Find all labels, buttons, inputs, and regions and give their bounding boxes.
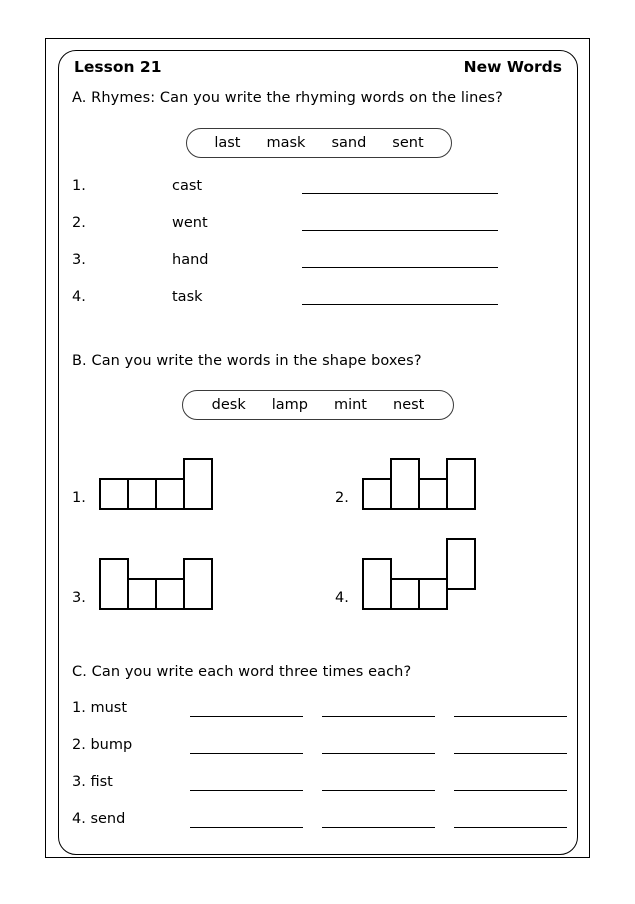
shape-cell-short[interactable]: [362, 478, 392, 510]
answer-blank-line[interactable]: [302, 230, 498, 231]
worksheet-header: [74, 58, 562, 76]
word-bank-item: desk: [211, 397, 246, 413]
practice-blank-line[interactable]: [322, 774, 435, 791]
lesson-title: Lesson 21: [74, 58, 162, 76]
word-bank-item: lamp: [271, 397, 308, 413]
practice-blank-line[interactable]: [322, 811, 435, 828]
shape-cell-tall[interactable]: [183, 458, 213, 510]
shape-cell-short[interactable]: [155, 478, 185, 510]
item-word: went: [172, 215, 208, 231]
word-bank-item: last: [214, 135, 241, 151]
practice-blank-line[interactable]: [190, 811, 303, 828]
item-number: 4.: [335, 590, 349, 606]
word-bank-item: nest: [393, 397, 425, 413]
item-number: 2.: [72, 215, 86, 231]
shape-cell-short[interactable]: [418, 578, 448, 610]
item-number: 1.: [72, 178, 86, 194]
item-number: 3.: [72, 590, 86, 606]
section-title: New Words: [463, 58, 562, 76]
practice-blank-lines: [190, 811, 567, 828]
practice-blank-line[interactable]: [190, 700, 303, 717]
practice-blank-line[interactable]: [454, 700, 567, 717]
shape-outline: [362, 538, 476, 610]
answer-blank-line[interactable]: [302, 193, 498, 194]
word-bank-item: sand: [331, 135, 367, 151]
item-label: 2. bump: [72, 737, 133, 753]
shape-cell-short[interactable]: [99, 478, 129, 510]
section-b-prompt: B. Can you write the words in the shape boxes?: [72, 353, 422, 369]
section-b-word-bank: [182, 390, 454, 420]
worksheet-content: [58, 50, 578, 855]
practice-blank-lines: [190, 774, 567, 791]
item-label: 1. must: [72, 700, 127, 716]
section-c-item: [72, 774, 567, 798]
answer-blank-line[interactable]: [302, 304, 498, 305]
item-number: 1.: [72, 490, 86, 506]
shape-cell-short[interactable]: [127, 578, 157, 610]
item-label: 4. send: [72, 811, 126, 827]
item-word: task: [172, 289, 203, 305]
practice-blank-lines: [190, 737, 567, 754]
shape-outline: [99, 438, 213, 510]
shape-cell-tall[interactable]: [390, 458, 420, 510]
shape-outline: [99, 538, 213, 610]
shape-cell-tall[interactable]: [362, 558, 392, 610]
shape-cell-short[interactable]: [418, 478, 448, 510]
shape-cell-tall[interactable]: [446, 458, 476, 510]
section-c-item: [72, 700, 567, 724]
word-bank-item: sent: [392, 135, 424, 151]
shape-outline: [362, 438, 476, 510]
practice-blank-line[interactable]: [322, 700, 435, 717]
section-a-item: [72, 289, 562, 313]
item-word: cast: [172, 178, 203, 194]
section-c-prompt: C. Can you write each word three times each?: [72, 664, 412, 680]
practice-blank-line[interactable]: [454, 737, 567, 754]
shape-cell-tall[interactable]: [183, 558, 213, 610]
word-bank-item: mask: [266, 135, 306, 151]
shape-cell-desc[interactable]: [446, 538, 476, 590]
practice-blank-line[interactable]: [190, 737, 303, 754]
shape-cell-short[interactable]: [155, 578, 185, 610]
item-word: hand: [172, 252, 209, 268]
shape-cell-short[interactable]: [390, 578, 420, 610]
section-c-item: [72, 737, 567, 761]
answer-blank-line[interactable]: [302, 267, 498, 268]
item-number: 4.: [72, 289, 86, 305]
section-a-item: [72, 215, 562, 239]
shape-cell-tall[interactable]: [99, 558, 129, 610]
section-a-item: [72, 178, 562, 202]
section-a-prompt: A. Rhymes: Can you write the rhyming words on the lines?: [72, 90, 503, 106]
word-bank-item: mint: [333, 397, 367, 413]
item-number: 3.: [72, 252, 86, 268]
practice-blank-line[interactable]: [322, 737, 435, 754]
item-number: 2.: [335, 490, 349, 506]
practice-blank-line[interactable]: [454, 774, 567, 791]
section-a-word-bank: [186, 128, 452, 158]
section-c-item: [72, 811, 567, 835]
practice-blank-line[interactable]: [454, 811, 567, 828]
item-label: 3. fist: [72, 774, 113, 790]
practice-blank-line[interactable]: [190, 774, 303, 791]
shape-cell-short[interactable]: [127, 478, 157, 510]
practice-blank-lines: [190, 700, 567, 717]
section-a-item: [72, 252, 562, 276]
